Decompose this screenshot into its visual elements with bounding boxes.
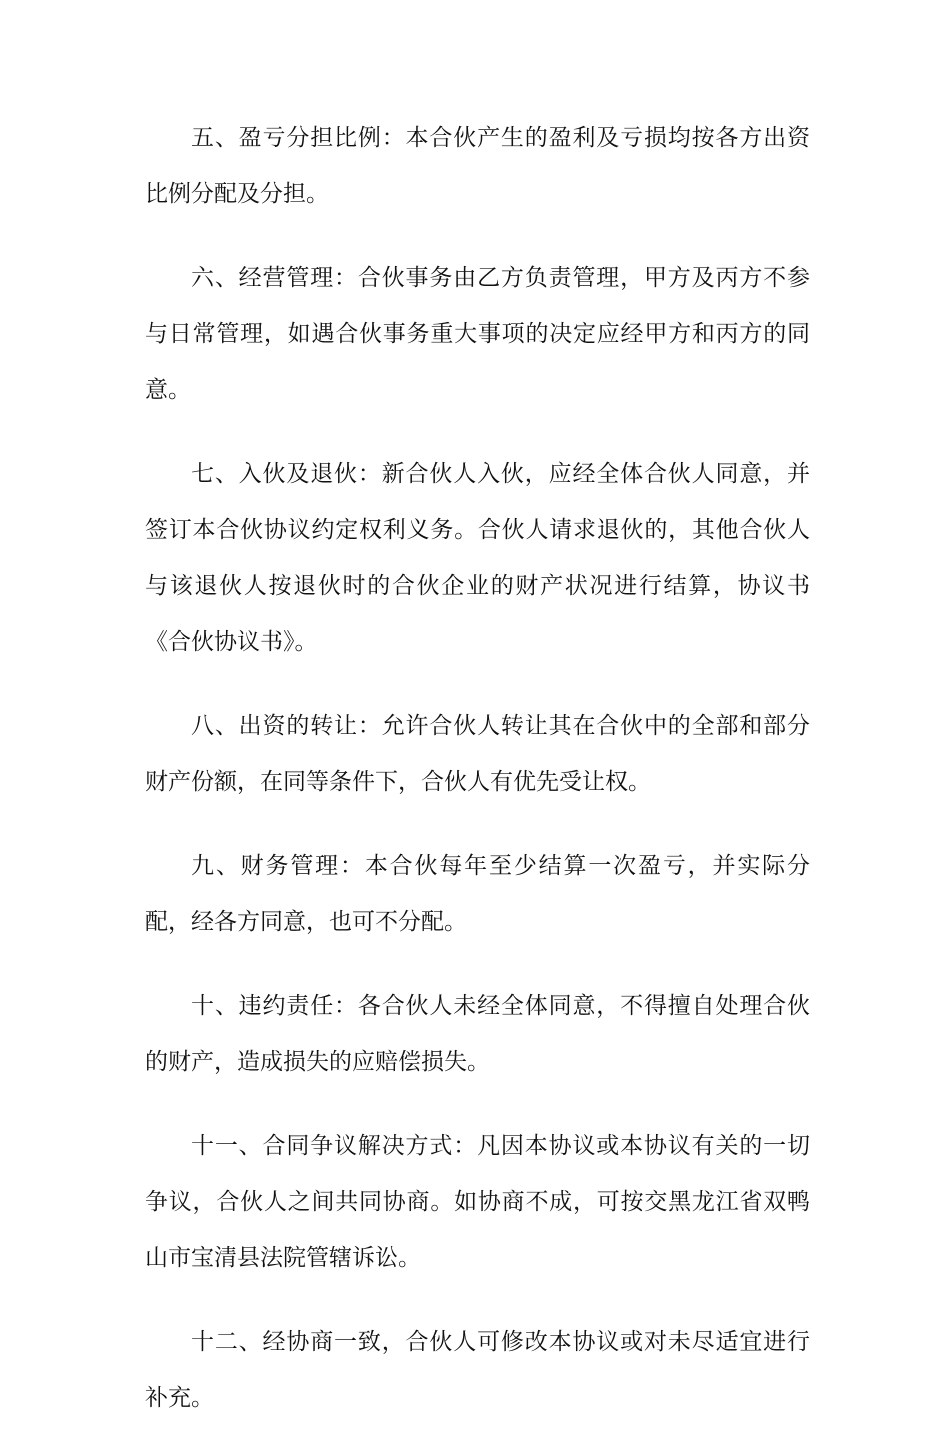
clause-9-paragraph: 九、财务管理：本合伙每年至少结算一次盈亏，并实际分配，经各方同意，也可不分配。: [145, 853, 810, 935]
clause-10-paragraph: 十、违约责任：各合伙人未经全体同意，不得擅自处理合伙的财产，造成损失的应赔偿损失。: [145, 993, 810, 1075]
clause-11-paragraph: 十一、合同争议解决方式：凡因本协议或本协议有关的一切争议，合伙人之间共同协商。如协商不成，可按交黑龙江省双鸭山市宝清县法院管辖诉讼。: [145, 1133, 810, 1271]
document-body: [145, 110, 810, 1454]
clause-6-paragraph: 六、经营管理：合伙事务由乙方负责管理，甲方及丙方不参与日常管理，如遇合伙事务重大事项的决定应经甲方和丙方的同意。: [145, 265, 810, 403]
clause-8-paragraph: 八、出资的转让：允许合伙人转让其在合伙中的全部和部分财产份额，在同等条件下，合伙人有优先受让权。: [145, 713, 810, 795]
clause-5-paragraph: 五、盈亏分担比例：本合伙产生的盈利及亏损均按各方出资比例分配及分担。: [145, 125, 810, 207]
clause-7-paragraph: 七、入伙及退伙：新合伙人入伙，应经全体合伙人同意，并签订本合伙协议约定权利义务。合伙人请求退伙的，其他合伙人与该退伙人按退伙时的合伙企业的财产状况进行结算，协议书《合伙协议书》。: [145, 461, 810, 655]
clause-12-paragraph: 十二、经协商一致，合伙人可修改本协议或对未尽适宜进行补充。: [145, 1329, 810, 1411]
